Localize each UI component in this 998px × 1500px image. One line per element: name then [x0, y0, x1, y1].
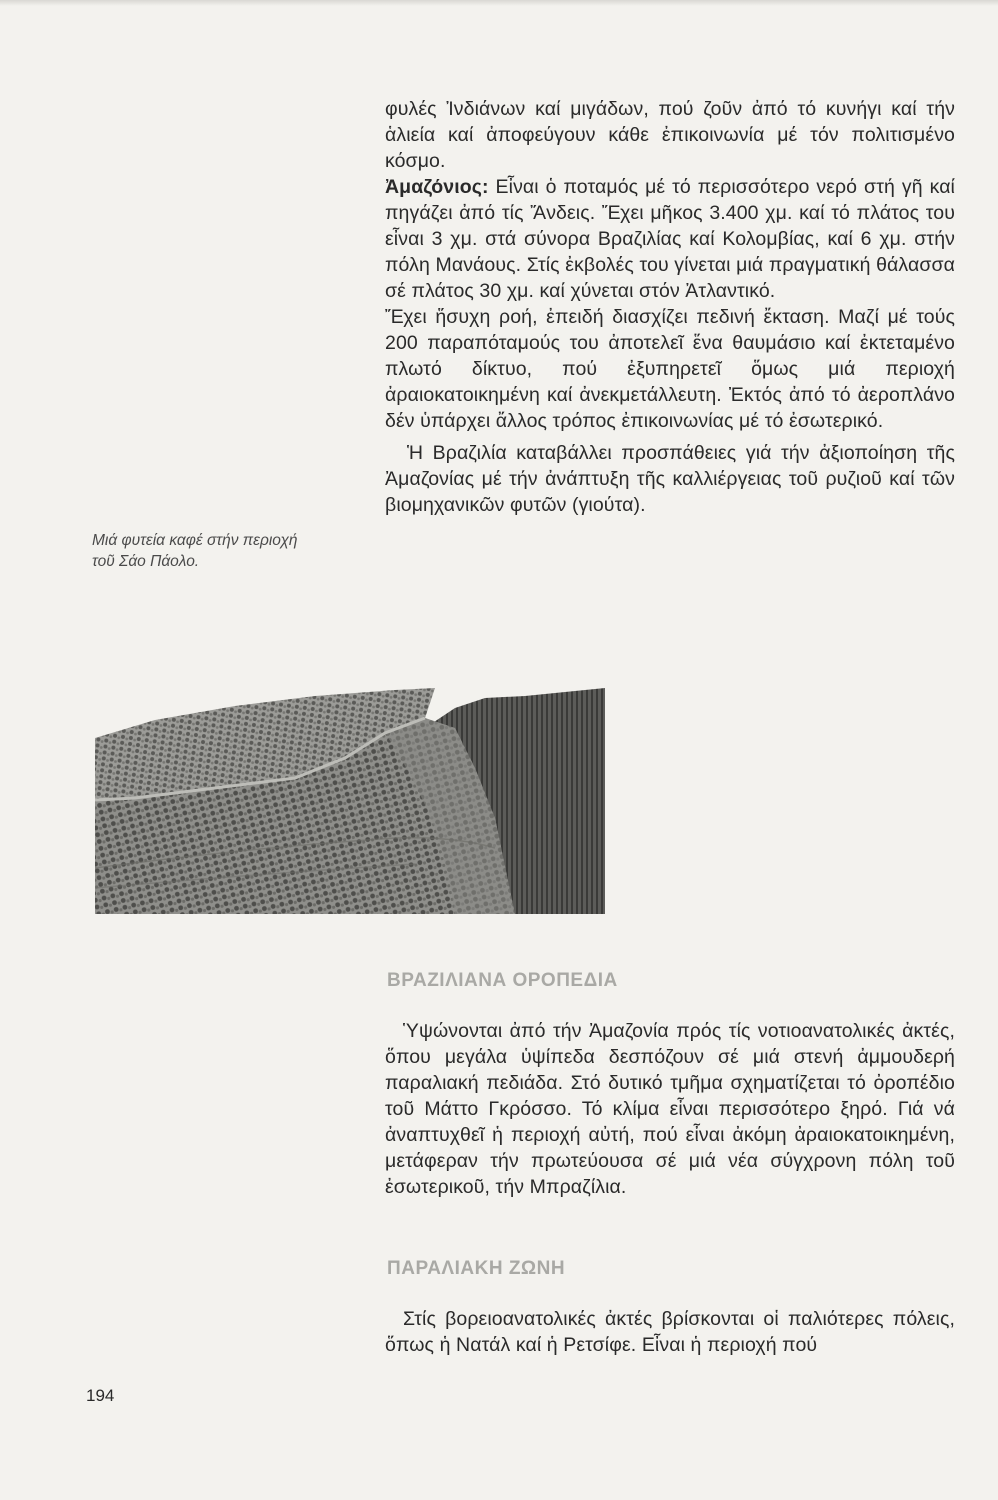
heading-coastal-zone: ΠΑΡΑΛΙΑΚΗ ΖΩΝΗ: [387, 1258, 566, 1279]
top-text-column: [385, 96, 955, 518]
coastal-text-column: [385, 1306, 955, 1358]
caption-line-2: τοῦ Σάο Πάολο.: [92, 553, 200, 570]
amazon-term: Ἀμαζόνιος:: [385, 176, 489, 198]
intro-paragraph: φυλές Ἰνδιάνων καί μιγάδων, πού ζοῦν ἀπό τό κυνήγι καί τήν ἁλιεία καί ἀποφεύγουν κάθε ἐπικοινωνία μέ τόν πολιτισμένο κόσμο.: [385, 98, 955, 172]
coffee-plantation-photo: [95, 688, 605, 914]
brazil-effort-paragraph: Ἡ Βραζιλία καταβάλλει προσπάθειες γιά τήν ἀξιοποίηση τῆς Ἀμαζονίας μέ τήν ἀνάπτυξη τῆς καλλιέργειας τοῦ ρυζιοῦ καί τῶν βιομηχανικῶν φυτῶν (γιούτα).: [385, 442, 955, 516]
amazon-text: Εἶναι ὁ ποταμός μέ τό περισσότερο νερό στή γῆ καί πηγάζει ἀπό τίς Ἄνδεις. Ἔχει μῆκος 3.400 χμ. καί τό πλάτος του εἶναι 3 χμ. στά σύνορα Βραζιλίας καί Κολομβίας, καί 6 χμ. στήν πόλη Μανάους. Στίς ἐκβολές του γίνεται μιά πραγματική θάλασσα σέ πλάτος 30 χμ. καί χύνεται στόν Ἀτλαντικό.: [385, 176, 955, 302]
page-top-edge: [0, 0, 998, 6]
coffee-plantation-illustration: [95, 688, 605, 914]
caption-line-1: Μιά φυτεία καφέ στήν περιοχή: [92, 532, 298, 549]
photo-caption: [92, 530, 362, 572]
coastal-paragraph: Στίς βορειοανατολικές ἀκτές βρίσκονται οἱ παλιότερες πόλεις, ὅπως ἡ Νατάλ καί ἡ Ρετσίφε. Εἶναι ἡ περιοχή πού: [385, 1308, 955, 1356]
page-number: 194: [86, 1386, 115, 1405]
amazon-paragraph: [385, 174, 955, 304]
plateaus-paragraph: Ὑψώνονται ἀπό τήν Ἀμαζονία πρός τίς νοτιοανατολικές ἀκτές, ὅπου μεγάλα ὑψίπεδα δεσπόζουν σέ μιά στενή ἀμμουδερή παραλιακή πεδιάδα. Στό δυτικό τμῆμα σχηματίζεται τό ὀροπέδιο τοῦ Μάττο Γκρόσσο. Τό κλίμα εἶναι περισσότερο ξηρό. Γιά νά ἀναπτυχθεῖ ἡ περιοχή αὐτή, πού εἶναι ἀκόμη ἀραιοκατοικημένη, μετάφεραν τήν πρωτεύουσα σέ μιά νέα σύγχρονη πόλη τοῦ ἐσωτερικοῦ, τήν Μπραζίλια.: [385, 1020, 955, 1198]
flow-paragraph: Ἔχει ἥσυχη ροή, ἐπειδή διασχίζει πεδινή ἔκταση. Μαζί μέ τούς 200 παραπόταμούς του ἀποτελεῖ ἕνα θαυμάσιο καί ἐκτεταμένο πλωτό δίκτυο, πού ἐξυπηρετεῖ ὅμως μιά περιοχή ἀραιοκατοικημένη καί ἀνεκμετάλλευτη. Ἐκτός ἀπό τό ἀεροπλάνο δέν ὑπάρχει ἄλλος τρόπος ἐπικοινωνίας μέ τό ἐσωτερικό.: [385, 306, 955, 432]
heading-brazilian-plateaus: ΒΡΑΖΙΛΙΑΝΑ ΟΡΟΠΕΔΙΑ: [387, 970, 618, 991]
plateaus-text-column: [385, 1018, 955, 1200]
